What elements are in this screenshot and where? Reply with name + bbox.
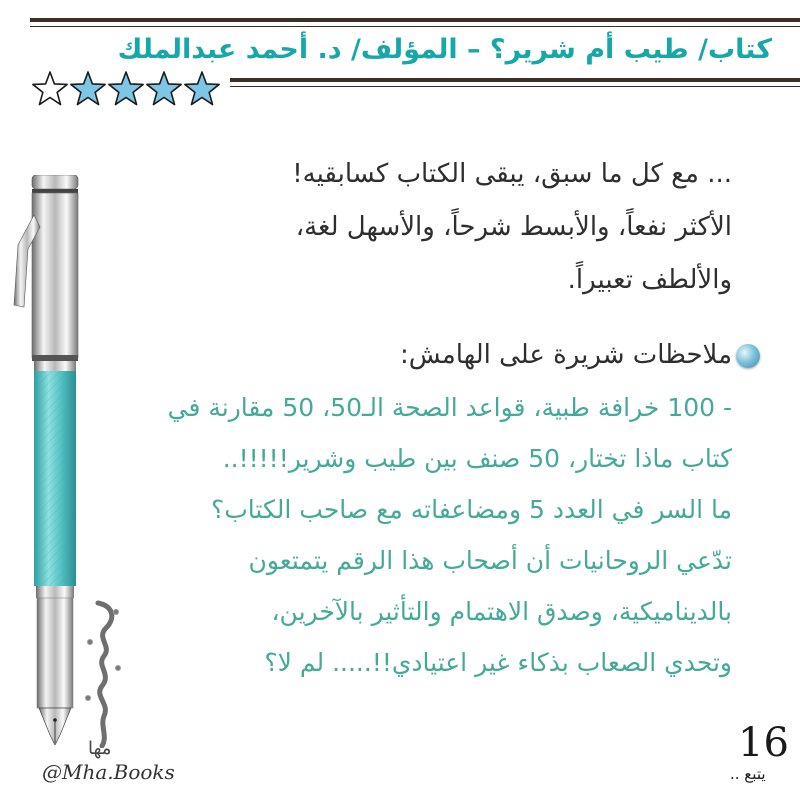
bottom-rule-thick: [230, 78, 800, 82]
bottom-rule-thin: [230, 86, 800, 87]
notes-line: كتاب ماذا تختار، 50 صنف بين طيب وشرير!!!!!..: [222, 444, 732, 473]
top-rule-thick: [30, 18, 800, 22]
continue-label: يتبع ..: [730, 765, 766, 783]
page-title: كتاب/ طيب أم شرير؟ – المؤلف/ د. أحمد عبدالملك: [117, 34, 772, 65]
star-icon: [147, 72, 181, 105]
notes-line: ما السر في العدد 5 ومضاعفاته مع صاحب الكتاب؟: [211, 495, 732, 524]
top-rule-thin: [30, 26, 800, 27]
intro-paragraph: [132, 148, 732, 307]
notes-paragraph: [62, 382, 732, 688]
intro-line: الأكثر نفعاً، والأبسط شرحاً، والأسهل لغة،: [295, 212, 732, 242]
star-icon: [185, 72, 219, 105]
notes-line: بالديناميكية، وصدق الاهتمام والتأثير بالآخرين،: [271, 597, 732, 626]
notes-line: وتحدي الصعاب بذكاء غير اعتيادي!!..... لم لا؟: [264, 648, 732, 677]
intro-line: ... مع كل ما سبق، يبقى الكتاب كسابقيه!: [292, 159, 732, 189]
author-signature: مها: [88, 738, 112, 759]
star-rating: [32, 68, 232, 108]
author-handle: @Mha.Books: [42, 760, 175, 784]
intro-line: والألطف تعبيراً.: [567, 265, 732, 295]
notes-heading: ملاحظات شريرة على الهامش:: [399, 340, 732, 370]
star-icon: [109, 72, 143, 105]
star-icon: [33, 72, 67, 105]
sphere-bullet-icon: [736, 344, 760, 368]
page-number: 16: [738, 720, 789, 766]
notes-line: تدّعي الروحانيات أن أصحاب هذا الرقم يتمتعون: [248, 546, 732, 575]
notes-line: - 100 خرافة طبية، قواعد الصحة الـ50، 50 مقارنة في: [167, 393, 732, 422]
star-icon: [71, 72, 105, 105]
